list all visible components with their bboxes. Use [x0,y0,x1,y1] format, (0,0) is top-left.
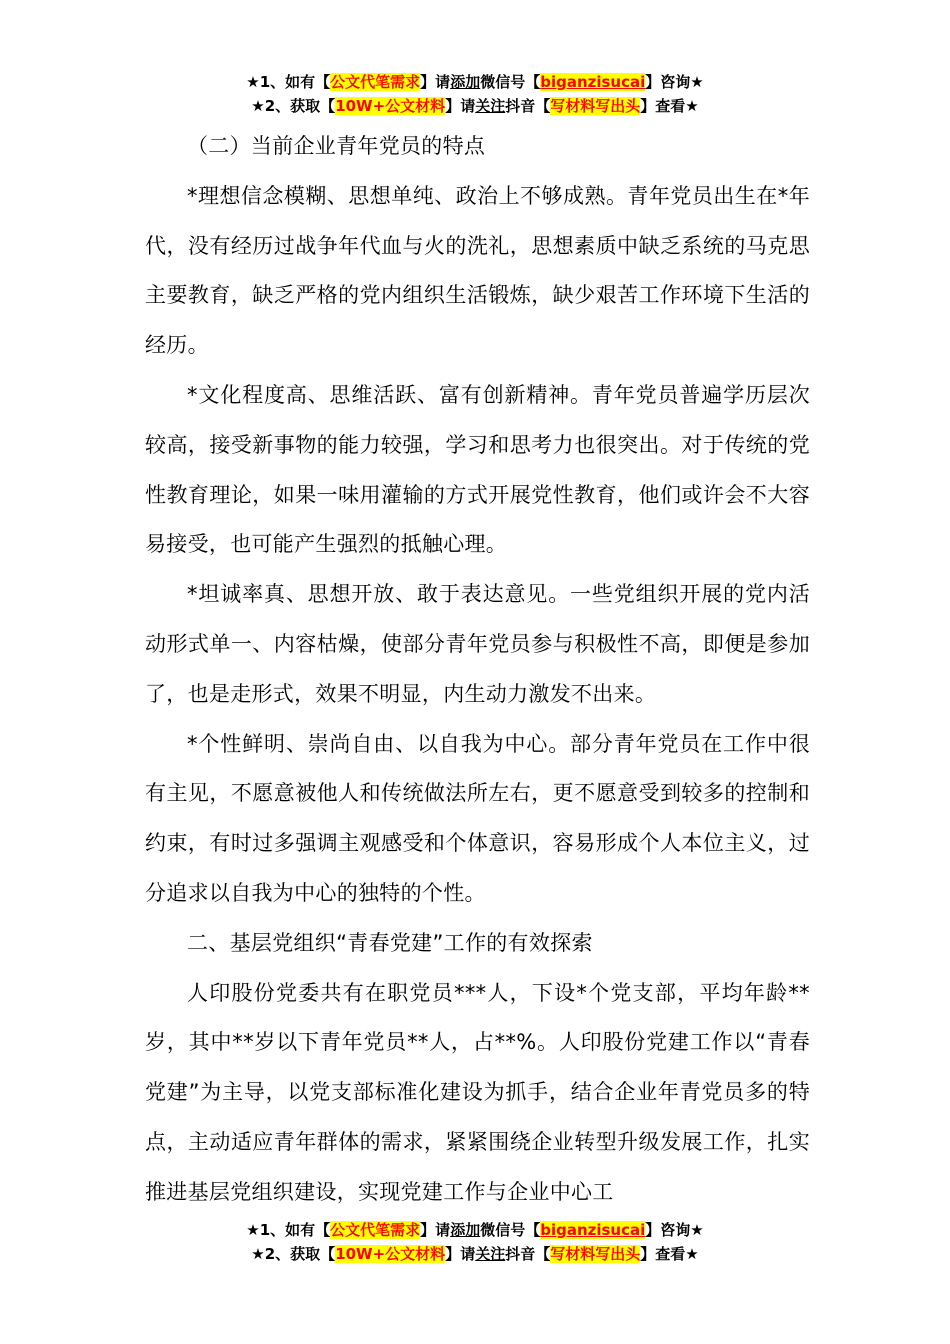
banner-text: 】查看★ [640,1245,699,1263]
document-body [145,122,810,1218]
banner-line-2 [0,94,950,118]
banner-text: 】咨询★ [645,73,704,91]
highlight-account: 写材料写出头 [550,1245,641,1263]
body-paragraph: 人印股份党委共有在职党员***人，下设*个党支部，平均年龄**岁，其中**岁以下青年党员**人，占**%。人印股份党建工作以“青春党建”为主导，以党支部标准化建设为抓手，结合企业年青党员多的特点，主动适应青年群体的需求，紧紧围绕企业转型升级发展工作，扎实推进基层党组织建设，实现党建工作与企业中心工 [145,980,810,1204]
banner-text: 微信号【 [480,1221,541,1239]
banner-text: ★2、获取【 [251,1245,336,1263]
underlined-action: 关注 [475,1245,506,1263]
highlight-materials: 10W+公文材料 [335,97,446,115]
highlight-wechat-id: biganzisucai [540,1221,646,1239]
banner-text: 微信号【 [480,73,541,91]
banner-text: 抖音【 [505,1245,551,1263]
banner-text: ★2、获取【 [251,97,336,115]
body-paragraph: *文化程度高、思维活跃、富有创新精神。青年党员普遍学历层次较高，接受新事物的能力较强，学习和思考力也很突出。对于传统的党性教育理论，如果一味用灌输的方式开展党性教育，他们或许会不大容易接受，也可能产生强烈的抵触心理。 [145,382,810,557]
body-paragraph: *坦诚率真、思想开放、敢于表达意见。一些党组织开展的党内活动形式单一、内容枯燥，使部分青年党员参与积极性不高，即便是参加了，也是走形式，效果不明显，内生动力激发不出来。 [145,582,810,706]
top-banner [0,70,950,118]
banner-text: 】请 [445,1245,476,1263]
highlight-service: 公文代笔需求 [330,1221,421,1239]
banner-line-1 [0,70,950,94]
banner-text: 】请 [445,97,476,115]
banner-text: ★1、如有【 [246,73,331,91]
banner-text: 】请 [420,1221,451,1239]
banner-text: 抖音【 [505,97,551,115]
underlined-action: 添加 [450,73,481,91]
underlined-action: 关注 [475,97,506,115]
highlight-materials: 10W+公文材料 [335,1245,446,1263]
highlight-wechat-id: biganzisucai [540,73,646,91]
section-heading: 二、基层党组织“青春党建”工作的有效探索 [187,930,593,955]
body-paragraph: *个性鲜明、崇尚自由、以自我为中心。部分青年党员在工作中很有主见，不愿意被他人和传统做法所左右，更不愿意受到较多的控制和约束，有时过多强调主观感受和个体意识，容易形成个人本位主义，过分追求以自我为中心的独特的个性。 [145,731,810,905]
banner-line-1 [0,1218,950,1242]
bottom-banner [0,1218,950,1266]
banner-text: ★1、如有【 [246,1221,331,1239]
highlight-account: 写材料写出头 [550,97,641,115]
underlined-action: 添加 [450,1221,481,1239]
banner-text: 】请 [420,73,451,91]
banner-text: 】查看★ [640,97,699,115]
banner-line-2 [0,1242,950,1266]
body-paragraph: *理想信念模糊、思想单纯、政治上不够成熟。青年党员出生在*年代，没有经历过战争年代血与火的洗礼，思想素质中缺乏系统的马克思主要教育，缺乏严格的党内组织生活锻炼，缺少艰苦工作环境下生活的经历。 [145,183,810,358]
highlight-service: 公文代笔需求 [330,73,421,91]
banner-text: 】咨询★ [645,1221,704,1239]
section-subheading: （二）当前企业青年党员的特点 [187,134,486,158]
